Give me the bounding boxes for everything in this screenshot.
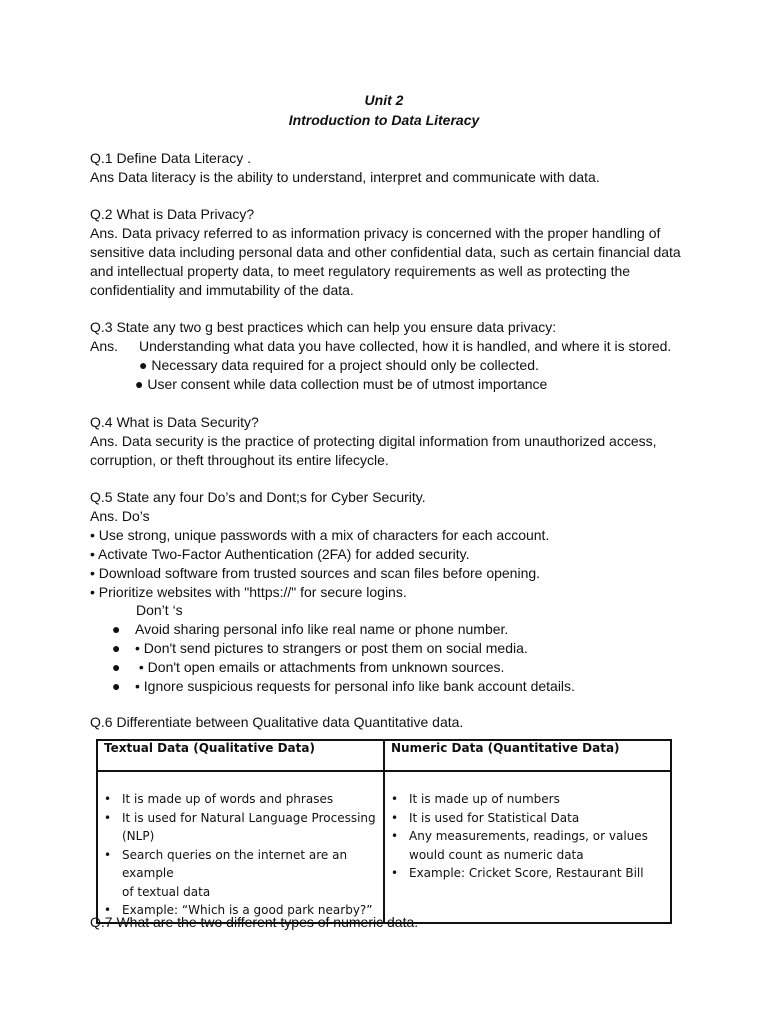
dos-item: • Prioritize websites with "https://" for secure logins. (90, 584, 407, 600)
table-header-qualitative: Textual Data (Qualitative Data) (97, 740, 384, 771)
list-item: • Any measurements, readings, or values would count as numeric data (391, 829, 648, 862)
q1-question: Q.1 Define Data Literacy . (90, 150, 252, 166)
q4-question: Q.4 What is Data Security? (90, 414, 259, 430)
list-item: • Example: Cricket Score, Restaurant Bill (389, 864, 666, 883)
list-item: • Search queries on the internet are an example of textual data (104, 847, 348, 899)
bullet-icon: • (104, 903, 112, 917)
list-item: • It is used for Natural Language Processing (NLP) (104, 810, 376, 843)
donts-item: • Don't open emails or attachments from unknown sources. (135, 659, 505, 675)
bullet-icon: • (391, 792, 399, 806)
bullet-icon: • (391, 866, 399, 880)
list-item: • It is made up of numbers (389, 790, 666, 809)
q2-answer-line: and intellectual property data, to meet regulatory requirements as well as protecting the (90, 263, 631, 279)
dos-item: • Use strong, unique passwords with a mix of characters for each account. (90, 527, 550, 543)
q7-question: Q.7 What are the two different types of numeric data. (90, 914, 419, 930)
bullet-icon: • (104, 810, 112, 825)
unit-heading: Unit 2 (364, 92, 404, 108)
donts-label: Don’t ‘s (136, 602, 183, 618)
bullet-icon: ● (112, 678, 121, 694)
donts-item: • Don't send pictures to strangers or post them on social media. (135, 640, 528, 656)
q1-answer: Ans Data literacy is the ability to understand, interpret and communicate with data. (90, 169, 600, 185)
bullet-icon: • (104, 847, 112, 862)
bullet-icon: ● (112, 659, 121, 675)
list-item: • It is made up of words and phrases (102, 790, 379, 809)
bullet-icon: ● (112, 621, 121, 637)
bullet-icon: • (104, 792, 112, 806)
q2-answer-line: confidentiality and immutability of the data. (90, 282, 354, 298)
q6-question: Q.6 Differentiate between Qualitative data Quantitative data. (90, 714, 464, 730)
dos-label: Ans. Do’s (90, 508, 150, 524)
donts-item: • Ignore suspicious requests for personal info like bank account details. (135, 678, 575, 694)
qualitative-cell (97, 771, 384, 923)
q4-answer-line: Ans. Data security is the practice of protecting digital information from unauthorized access, (90, 433, 657, 449)
q5-question: Q.5 State any four Do’s and Dont;s for Cyber Security. (90, 489, 426, 505)
bullet-icon: • (391, 829, 399, 843)
q3-point: ● User consent while data collection must be of utmost importance (135, 376, 548, 392)
comparison-table (96, 739, 672, 924)
document-title: Introduction to Data Literacy (288, 112, 480, 128)
list-item: • Example: “Which is a good park nearby?” (102, 901, 379, 920)
q2-answer-line: Ans. Data privacy referred to as information privacy is concerned with the proper handling of (90, 225, 661, 241)
quantitative-cell (384, 771, 671, 923)
q3-ans-label: Ans. (90, 338, 119, 354)
q3-question: Q.3 State any two g best practices which can help you ensure data privacy: (90, 319, 557, 335)
q3-point: Understanding what data you have collected, how it is handled, and where it is stored. (139, 338, 672, 354)
bullet-icon: ● (112, 640, 121, 656)
q2-question: Q.2 What is Data Privacy? (90, 206, 255, 222)
q4-answer-line: corruption, or theft throughout its entire lifecycle. (90, 452, 389, 468)
list-item: • It is used for Statistical Data (389, 809, 666, 828)
donts-item: Avoid sharing personal info like real name or phone number. (135, 621, 509, 637)
bullet-icon: • (391, 810, 399, 825)
dos-item: • Download software from trusted sources and scan files before opening. (90, 565, 541, 581)
q2-answer-line: sensitive data including personal data and other confidential data, such as certain financial data (90, 244, 681, 260)
table-header-quantitative: Numeric Data (Quantitative Data) (384, 740, 671, 771)
dos-item: • Activate Two-Factor Authentication (2FA) for added security. (90, 546, 470, 562)
q3-point: ● Necessary data required for a project should only be collected. (139, 357, 539, 373)
